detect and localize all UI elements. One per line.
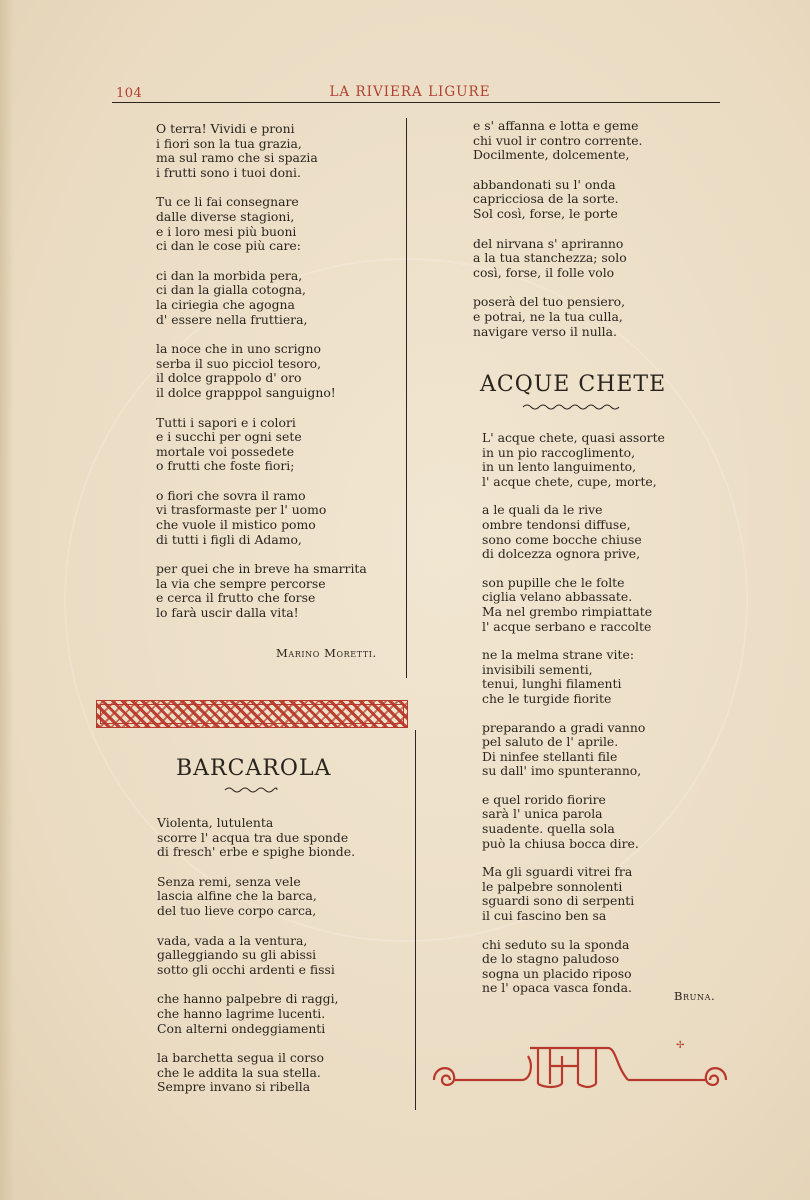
verse-line: lo farà uscir dalla vita!	[156, 605, 299, 621]
stanza	[473, 295, 642, 339]
verse-line: Sempre invano si ribella	[157, 1079, 311, 1095]
stanza	[157, 1051, 355, 1095]
stanza	[473, 178, 642, 222]
verse-line: invisibili sementi,	[482, 661, 593, 677]
stanza	[156, 416, 367, 474]
verse-line: e i succhi per ogni sete	[156, 429, 302, 445]
poem-barcarola-part2	[473, 119, 642, 339]
verse-line: ma sul ramo che si spazia	[156, 150, 318, 166]
verse-line: Con alterni ondeggiamenti	[157, 1020, 326, 1036]
verse-line: dalle diverse stagioni,	[156, 208, 295, 224]
verse-line: i fiori son la tua grazia,	[156, 135, 302, 151]
stanza	[482, 793, 665, 851]
column-divider-top	[406, 118, 407, 678]
stanza	[157, 992, 355, 1036]
verse-line: Ma nel grembo rimpiattate	[482, 603, 653, 619]
verse-line: le palpebre sonnolenti	[482, 878, 623, 894]
verse-line: Di ninfee stellanti file	[482, 748, 618, 764]
author-signature-bruna: Bruna.	[674, 989, 716, 1003]
stanza	[482, 431, 665, 489]
verse-line: l' acque chete, cupe, morte,	[482, 473, 657, 489]
verse-line: la via che sempre percorse	[156, 575, 326, 591]
verse-line: de lo stagno paludoso	[482, 951, 620, 967]
verse-line: sguardi sono di serpenti	[482, 893, 635, 909]
verse-line: ci dan la gialla cotogna,	[156, 282, 306, 298]
verse-line: l' acque serbano e raccolte	[482, 618, 652, 634]
verse-line: son pupille che le folte	[482, 574, 625, 590]
verse-line: sono come bocche chiuse	[482, 531, 642, 547]
verse-line: e cerca il frutto che forse	[156, 590, 316, 606]
verse-line: la barchetta segua il corso	[157, 1050, 325, 1066]
verse-line: scorre l' acqua tra due sponde	[157, 829, 349, 845]
running-head: LA RIVIERA LIGURE	[329, 84, 491, 100]
verse-line: mortale voi possedete	[156, 443, 295, 459]
verse-line: vada, vada a la ventura,	[157, 932, 308, 948]
verse-line: suadente. quella sola	[482, 821, 615, 837]
verse-line: il cui fascino ben sa	[482, 908, 607, 924]
stanza	[156, 342, 367, 400]
poem-frutti	[156, 122, 367, 621]
verse-line: chi seduto su la sponda	[482, 936, 630, 952]
stanza	[482, 938, 665, 996]
verse-line: o frutti che foste fiori;	[156, 458, 295, 474]
verse-line: del nirvana s' apriranno	[473, 235, 624, 251]
stanza	[156, 195, 367, 253]
stanza	[157, 875, 355, 919]
verse-line: poserà del tuo pensiero,	[473, 294, 626, 310]
verse-line: la ciriegia che agogna	[156, 296, 295, 312]
stanza	[473, 237, 642, 281]
verse-line: di tutti i figli di Adamo,	[156, 531, 302, 547]
poem-acque-chete	[482, 431, 665, 996]
verse-line: navigare verso il nulla.	[473, 323, 617, 339]
verse-line: su dall' imo spunteranno,	[482, 763, 642, 779]
verse-line: abbandonati su l' onda	[473, 176, 616, 192]
verse-line: Sol così, forse, le porte	[473, 205, 618, 221]
verse-line: e i loro mesi più buoni	[156, 223, 297, 239]
verse-line: ciglia velano abbassate.	[482, 589, 633, 605]
stanza	[156, 489, 367, 547]
stanza	[156, 269, 367, 327]
verse-line: che vuole il mistico pomo	[156, 517, 316, 533]
author-signature-moretti: Marino Moretti.	[276, 646, 377, 660]
verse-line: il dolce grappolo d' oro	[156, 370, 302, 386]
verse-line: L' acque chete, quasi assorte	[482, 430, 665, 445]
verse-line: a le quali da le rive	[482, 502, 603, 518]
tailpiece-ornament	[430, 1036, 730, 1096]
verse-line: e potrai, ne la tua culla,	[473, 308, 623, 324]
ornamental-band	[96, 700, 408, 728]
verse-line: il dolce grapppol sanguigno!	[156, 384, 336, 400]
verse-line: ne la melma strane vite:	[482, 647, 635, 663]
verse-line: in un pio raccoglimento,	[482, 444, 636, 460]
page-number: 104	[116, 86, 143, 101]
verse-line: così, forse, il folle volo	[473, 264, 615, 280]
verse-line: i frutti sono i tuoi doni.	[156, 164, 301, 180]
verse-line: chi vuol ir contro corrente.	[473, 132, 643, 148]
verse-line: Violenta, lutulenta	[157, 815, 274, 830]
verse-line: preparando a gradi vanno	[482, 719, 646, 735]
verse-line: pel saluto de l' aprile.	[482, 734, 619, 750]
poem-title-barcarola: BARCAROLA	[176, 756, 332, 781]
verse-line: lascia alfine che la barca,	[157, 888, 317, 904]
ink-mark: ✢	[676, 1040, 685, 1051]
verse-line: ombre tendonsi diffuse,	[482, 516, 631, 532]
verse-line: capricciosa de la sorte.	[473, 191, 619, 207]
verse-line: ci dan la morbida pera,	[156, 267, 303, 283]
verse-line: che hanno lagrime lucenti.	[157, 1005, 326, 1021]
verse-line: vi trasformaste per l' uomo	[156, 502, 327, 518]
verse-line: la noce che in uno scrigno	[156, 341, 321, 357]
verse-line: Senza remi, senza vele	[157, 873, 301, 889]
verse-line: che le addita la sua stella.	[157, 1064, 321, 1080]
verse-line: serba il suo picciol tesoro,	[156, 355, 322, 371]
verse-line: e s' affanna e lotta e geme	[473, 118, 639, 133]
verse-line: galleggiando su gli abissi	[157, 947, 317, 963]
poem-barcarola-part1	[157, 816, 355, 1095]
verse-line: a la tua stanchezza; solo	[473, 250, 627, 266]
verse-line: Docilmente, dolcemente,	[473, 147, 630, 163]
verse-line: di fresch' erbe e spighe bionde.	[157, 844, 356, 860]
verse-line: e quel rorido fiorire	[482, 791, 606, 807]
verse-line: che le turgide fiorite	[482, 690, 612, 706]
verse-line: tenui, lunghi filamenti	[482, 676, 622, 692]
verse-line: Tutti i sapori e i colori	[156, 414, 296, 430]
verse-line: sogna un placido riposo	[482, 965, 632, 981]
stanza	[156, 562, 367, 620]
verse-line: che hanno palpebre di raggi,	[157, 991, 339, 1007]
binding-shadow	[0, 0, 14, 1200]
title-flourish-barcarola	[224, 786, 278, 794]
verse-line: di dolcezza ognora prive,	[482, 546, 641, 562]
stanza	[482, 503, 665, 561]
stanza	[482, 576, 665, 634]
verse-line: O terra! Vividi e proni	[156, 121, 295, 136]
stanza	[473, 119, 642, 163]
column-divider-bottom	[415, 730, 416, 1110]
header-rule	[112, 102, 720, 103]
stanza	[482, 721, 665, 779]
verse-line: sotto gli occhi ardenti e fissi	[157, 961, 335, 977]
verse-line: Ma gli sguardi vitrei fra	[482, 864, 633, 880]
verse-line: può la chiusa bocca dire.	[482, 835, 639, 851]
verse-line: Tu ce li fai consegnare	[156, 194, 299, 210]
title-flourish-acque-chete	[522, 403, 620, 411]
stanza	[482, 865, 665, 923]
verse-line: in un lento languimento,	[482, 459, 637, 475]
verse-line: o fiori che sovra il ramo	[156, 487, 306, 503]
stanza	[157, 816, 355, 860]
verse-line: ne l' opaca vasca fonda.	[482, 980, 632, 996]
verse-line: ci dan le cose più care:	[156, 238, 301, 254]
verse-line: del tuo lieve corpo carca,	[157, 902, 317, 918]
stanza	[157, 934, 355, 978]
stanza	[482, 648, 665, 706]
verse-line: per quei che in breve ha smarrita	[156, 561, 367, 577]
verse-line: sarà l' unica parola	[482, 806, 603, 822]
verse-line: d' essere nella fruttiera,	[156, 311, 308, 327]
stanza	[156, 122, 367, 180]
poem-title-acque-chete: ACQUE CHETE	[480, 372, 667, 397]
